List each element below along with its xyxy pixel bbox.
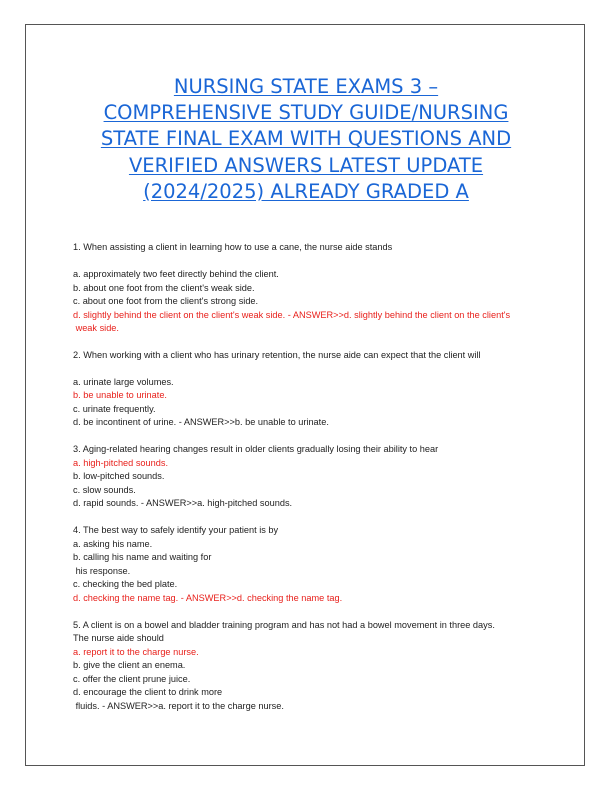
question-stem-line: 4. The best way to safely identify your patient is by: [73, 525, 279, 536]
answer-option: d. encourage the client to drink more: [73, 687, 223, 698]
correct-answer-option: weak side.: [73, 323, 119, 333]
correct-answer-option: b. be unable to urinate.: [73, 390, 167, 401]
question-2: [73, 349, 548, 430]
answer-option: d. be incontinent of urine. - ANSWER>>b. be unable to urinate.: [73, 417, 329, 428]
question-stem: [73, 443, 548, 457]
title-line: (2024/2025) ALREADY GRADED A: [143, 179, 469, 203]
title-line: VERIFIED ANSWERS LATEST UPDATE: [128, 153, 484, 177]
answer-option: c. offer the client prune juice.: [73, 673, 191, 684]
question-5: [73, 619, 548, 714]
question-stem-line: 5. A client is on a bowel and bladder training program and has not had a bowel movement in three days.: [73, 619, 495, 630]
title-line: NURSING STATE EXAMS 3 –: [173, 75, 439, 98]
correct-answer-option: a. report it to the charge nurse.: [73, 646, 199, 657]
answer-option: c. urinate frequently.: [73, 403, 156, 414]
title-line: STATE FINAL EXAM WITH QUESTIONS AND: [100, 127, 512, 151]
question-stem-line: The nurse aide should: [73, 633, 164, 644]
question-stem: [73, 524, 548, 538]
question-stem-line: 2. When working with a client who has urinary retention, the nurse aide can expect that the client will: [73, 349, 481, 360]
answer-option: b. low-pitched sounds.: [73, 471, 165, 482]
document-title: [60, 74, 552, 205]
answer-option: a. urinate large volumes.: [73, 376, 174, 387]
correct-answer-option: a. high-pitched sounds.: [73, 457, 169, 468]
question-stem: [73, 349, 548, 363]
question-list: [73, 241, 548, 726]
answer-option: b. give the client an enema.: [73, 660, 186, 671]
question-stem-line: 1. When assisting a client in learning how to use a cane, the nurse aide stands: [73, 242, 393, 252]
answer-option: d. rapid sounds. - ANSWER>>a. high-pitched sounds.: [73, 498, 293, 509]
answer-option: c. about one foot from the client's strong side.: [73, 296, 259, 306]
question-stem: [73, 241, 548, 255]
answer-option: fluids. - ANSWER>>a. report it to the charge nurse.: [73, 700, 284, 711]
answer-option: b. calling his name and waiting for: [73, 552, 212, 563]
question-4: [73, 524, 548, 605]
question-1: [73, 241, 548, 336]
answer-option: his response.: [73, 565, 131, 576]
question-stem: [73, 619, 548, 646]
correct-answer-option: d. slightly behind the client on the client's weak side. - ANSWER>>d. slightly behind the client on the client's: [73, 309, 511, 320]
question-stem-line: 3. Aging-related hearing changes result in older clients gradually losing their ability to hear: [73, 444, 439, 455]
question-3: [73, 443, 548, 511]
answer-option: a. approximately two feet directly behind the client.: [73, 269, 279, 279]
title-line: COMPREHENSIVE STUDY GUIDE/NURSING: [103, 101, 509, 125]
answer-option: a. asking his name.: [73, 538, 153, 549]
answer-option: b. about one foot from the client's weak side.: [73, 282, 255, 293]
answer-option: c. slow sounds.: [73, 484, 136, 495]
correct-answer-option: d. checking the name tag. - ANSWER>>d. checking the name tag.: [73, 592, 343, 603]
answer-option: c. checking the bed plate.: [73, 579, 178, 590]
